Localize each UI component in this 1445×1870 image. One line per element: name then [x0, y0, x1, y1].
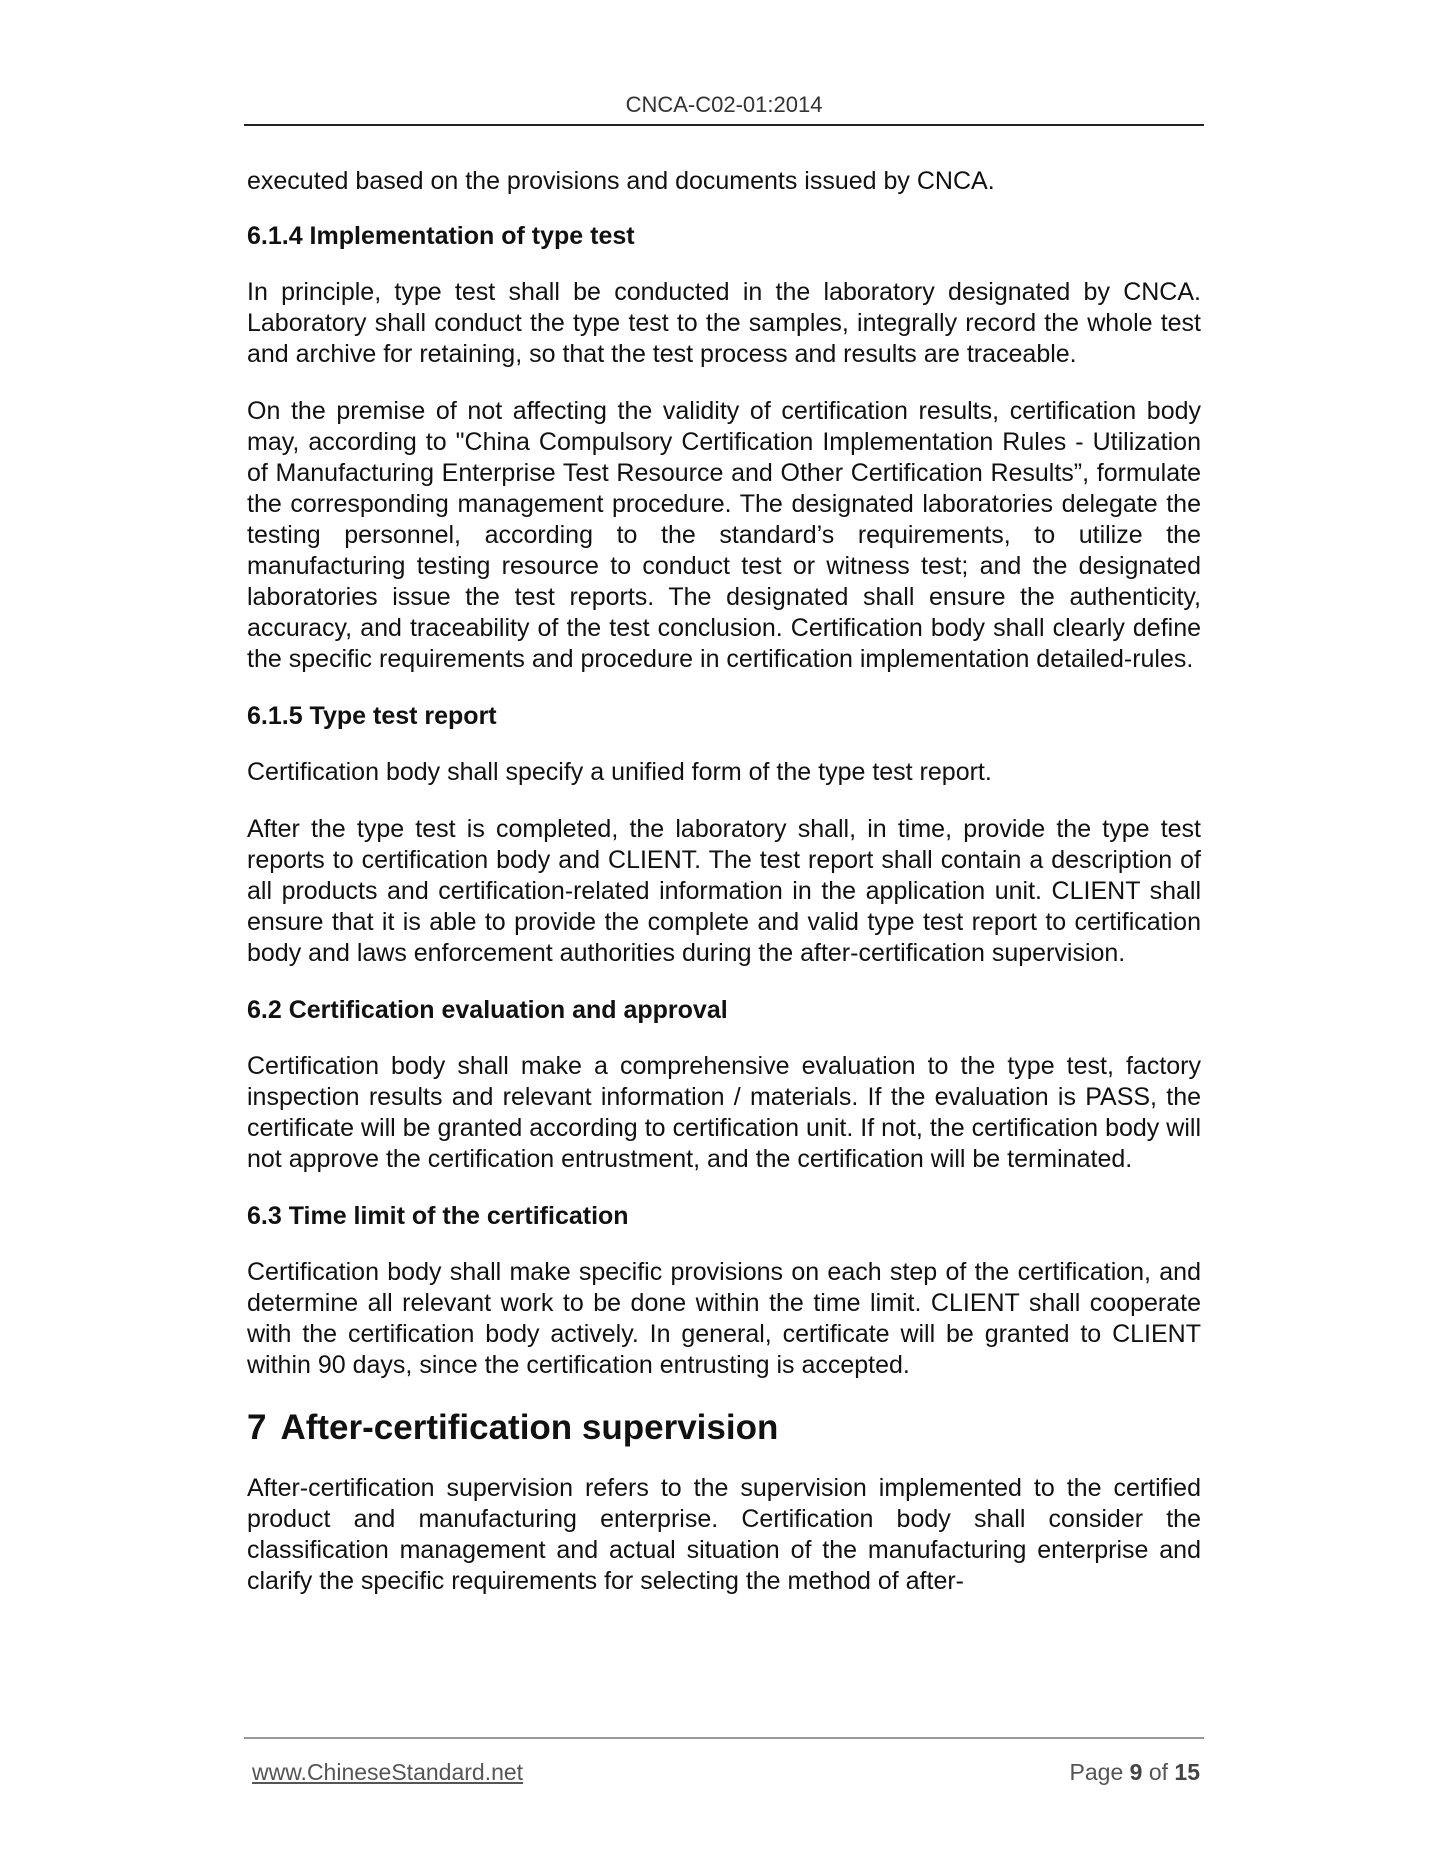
- section-6-1-5-paragraph-2: After the type test is completed, the laboratory shall, in time, provide the type test reports to certification body and CLIENT. The test report shall contain a description of all products and certification-related information in the application unit. CLIENT shall ensure that it is able to provide the complete and valid type test report to certification body and laws enforcement authorities during the after-certification supervision.: [247, 815, 1201, 967]
- section-7-title: After-certification supervision: [280, 1408, 779, 1447]
- section-6-3-heading: 6.3 Time limit of the certification: [247, 1202, 629, 1230]
- continued-paragraph: executed based on the provisions and documents issued by CNCA.: [247, 167, 995, 195]
- section-6-2-paragraph-1: Certification body shall make a comprehensive evaluation to the type test, factory inspection results and relevant information / materials. If the evaluation is PASS, the certificate will be granted according to certification unit. If not, the certification body will not approve the certification entrustment, and the certification will be terminated.: [247, 1052, 1201, 1173]
- section-7-number: 7: [247, 1408, 267, 1447]
- page-current: 9: [1129, 1759, 1143, 1785]
- page-number: [1070, 1757, 1200, 1787]
- section-6-1-5-paragraph-1: Certification body shall specify a unified form of the type test report.: [247, 758, 992, 786]
- section-6-1-4-paragraph-1: In principle, type test shall be conducted in the laboratory designated by CNCA. Laboratory shall conduct the type test to the samples, integrally record the whole test and archive for retaining, so that the test process and results are traceable.: [247, 278, 1201, 368]
- footer-divider: [244, 1737, 1204, 1739]
- section-6-1-4-heading: 6.1.4 Implementation of type test: [247, 222, 635, 250]
- website-link[interactable]: www.ChineseStandard.net: [252, 1759, 524, 1785]
- section-7-heading: [247, 1407, 1201, 1449]
- section-7-paragraph-1: After-certification supervision refers to the supervision implemented to the certified product and manufacturing enterprise. Certification body shall consider the classification management and actual situation of the manufacturing enterprise and clarify the specific requirements for selecting the method of after-: [247, 1474, 1201, 1595]
- page-of: of: [1148, 1759, 1169, 1785]
- page-total: 15: [1174, 1759, 1200, 1785]
- page-header: [244, 94, 1204, 126]
- section-6-3-paragraph-1: Certification body shall make specific provisions on each step of the certification, and determine all relevant work to be done within the time limit. CLIENT shall cooperate with the certification body actively. In general, certificate will be granted to CLIENT within 90 days, since the certification entrusting is accepted.: [247, 1258, 1201, 1379]
- page-word: Page: [1069, 1759, 1124, 1785]
- document-code: CNCA-C02-01:2014: [625, 92, 823, 117]
- section-6-2-heading: 6.2 Certification evaluation and approval: [247, 996, 728, 1024]
- page-content: [247, 166, 1201, 1623]
- section-6-1-5-heading: 6.1.5 Type test report: [247, 702, 497, 730]
- section-6-1-4-paragraph-2: On the premise of not affecting the validity of certification results, certification body may, according to "China Compulsory Certification Implementation Rules - Utilization of Manufacturing Enterprise Test Resource and Other Certification Results”, formulate the corresponding management procedure. The designated laboratories delegate the testing personnel, according to the standard’s requirements, to utilize the manufacturing testing resource to conduct test or witness test; and the designated laboratories issue the test reports. The designated shall ensure the authenticity, accuracy, and traceability of the test conclusion. Certification body shall clearly define the specific requirements and procedure in certification implementation detailed-rules.: [247, 397, 1201, 673]
